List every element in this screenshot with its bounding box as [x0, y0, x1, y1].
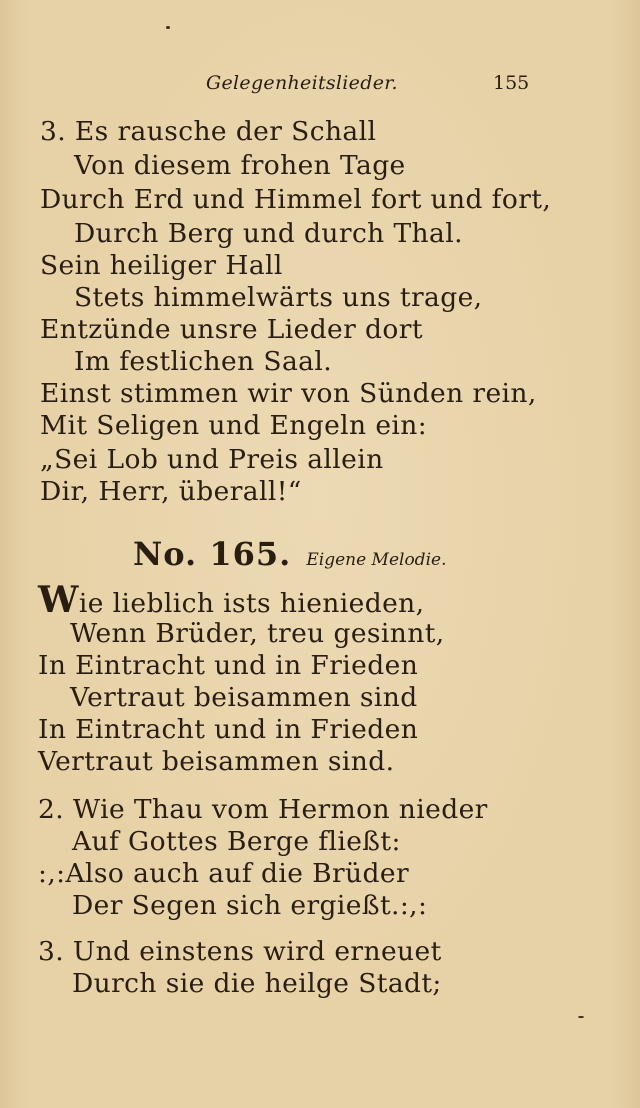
verse-line: Im festlichen Saal.	[74, 346, 333, 377]
verse-line-rest: ie lieblich ists hienieden,	[78, 588, 425, 619]
melody-note: Eigene Melodie.	[306, 550, 447, 570]
verse-first-line	[38, 579, 425, 621]
verse-line: Sein heiliger Hall	[40, 250, 283, 281]
verse-line: Dir, Herr, überall!“	[40, 476, 302, 507]
verse-line: Von diesem frohen Tage	[74, 150, 406, 181]
running-title: Gelegenheitslieder.	[206, 72, 398, 94]
page-number: 155	[493, 72, 530, 94]
verse-line: Vertraut beisammen sind	[70, 682, 418, 713]
verse-line: In Eintracht und in Frieden	[38, 650, 419, 681]
hymn-heading	[133, 535, 446, 573]
verse-line: Durch Erd und Himmel fort und fort,	[40, 184, 552, 215]
verse-line: Vertraut beisammen sind.	[38, 746, 395, 777]
verse-line: Wenn Brüder, treu gesinnt,	[70, 618, 445, 649]
verse-line: 3. Und einstens wird erneuet	[38, 936, 442, 967]
verse-line: „Sei Lob und Preis allein	[40, 444, 384, 475]
verse-line: Entzünde unsre Lieder dort	[40, 314, 423, 345]
verse-line: Durch sie die heilge Stadt;	[72, 968, 442, 999]
verse-line: 3. Es rausche der Schall	[40, 116, 377, 147]
verse-line: Auf Gottes Berge fließt:	[72, 826, 401, 857]
verse-line: Mit Seligen und Engeln ein:	[40, 410, 428, 441]
verse-line: Einst stimmen wir von Sünden rein,	[40, 378, 537, 409]
verse-line: :,:Also auch auf die Brüder	[38, 858, 410, 889]
drop-cap: W	[38, 579, 79, 621]
ink-speck	[578, 1016, 584, 1018]
page-header	[0, 72, 640, 102]
verse-line: Durch Berg und durch Thal.	[74, 218, 463, 249]
verse-line: In Eintracht und in Frieden	[38, 714, 419, 745]
verse-line: 2. Wie Thau vom Hermon nieder	[38, 794, 488, 825]
verse-line: Der Segen sich ergießt.:,:	[72, 890, 428, 921]
hymn-number: No. 165.	[133, 535, 292, 573]
ink-speck	[166, 26, 170, 29]
verse-line: Stets himmelwärts uns trage,	[74, 282, 483, 313]
